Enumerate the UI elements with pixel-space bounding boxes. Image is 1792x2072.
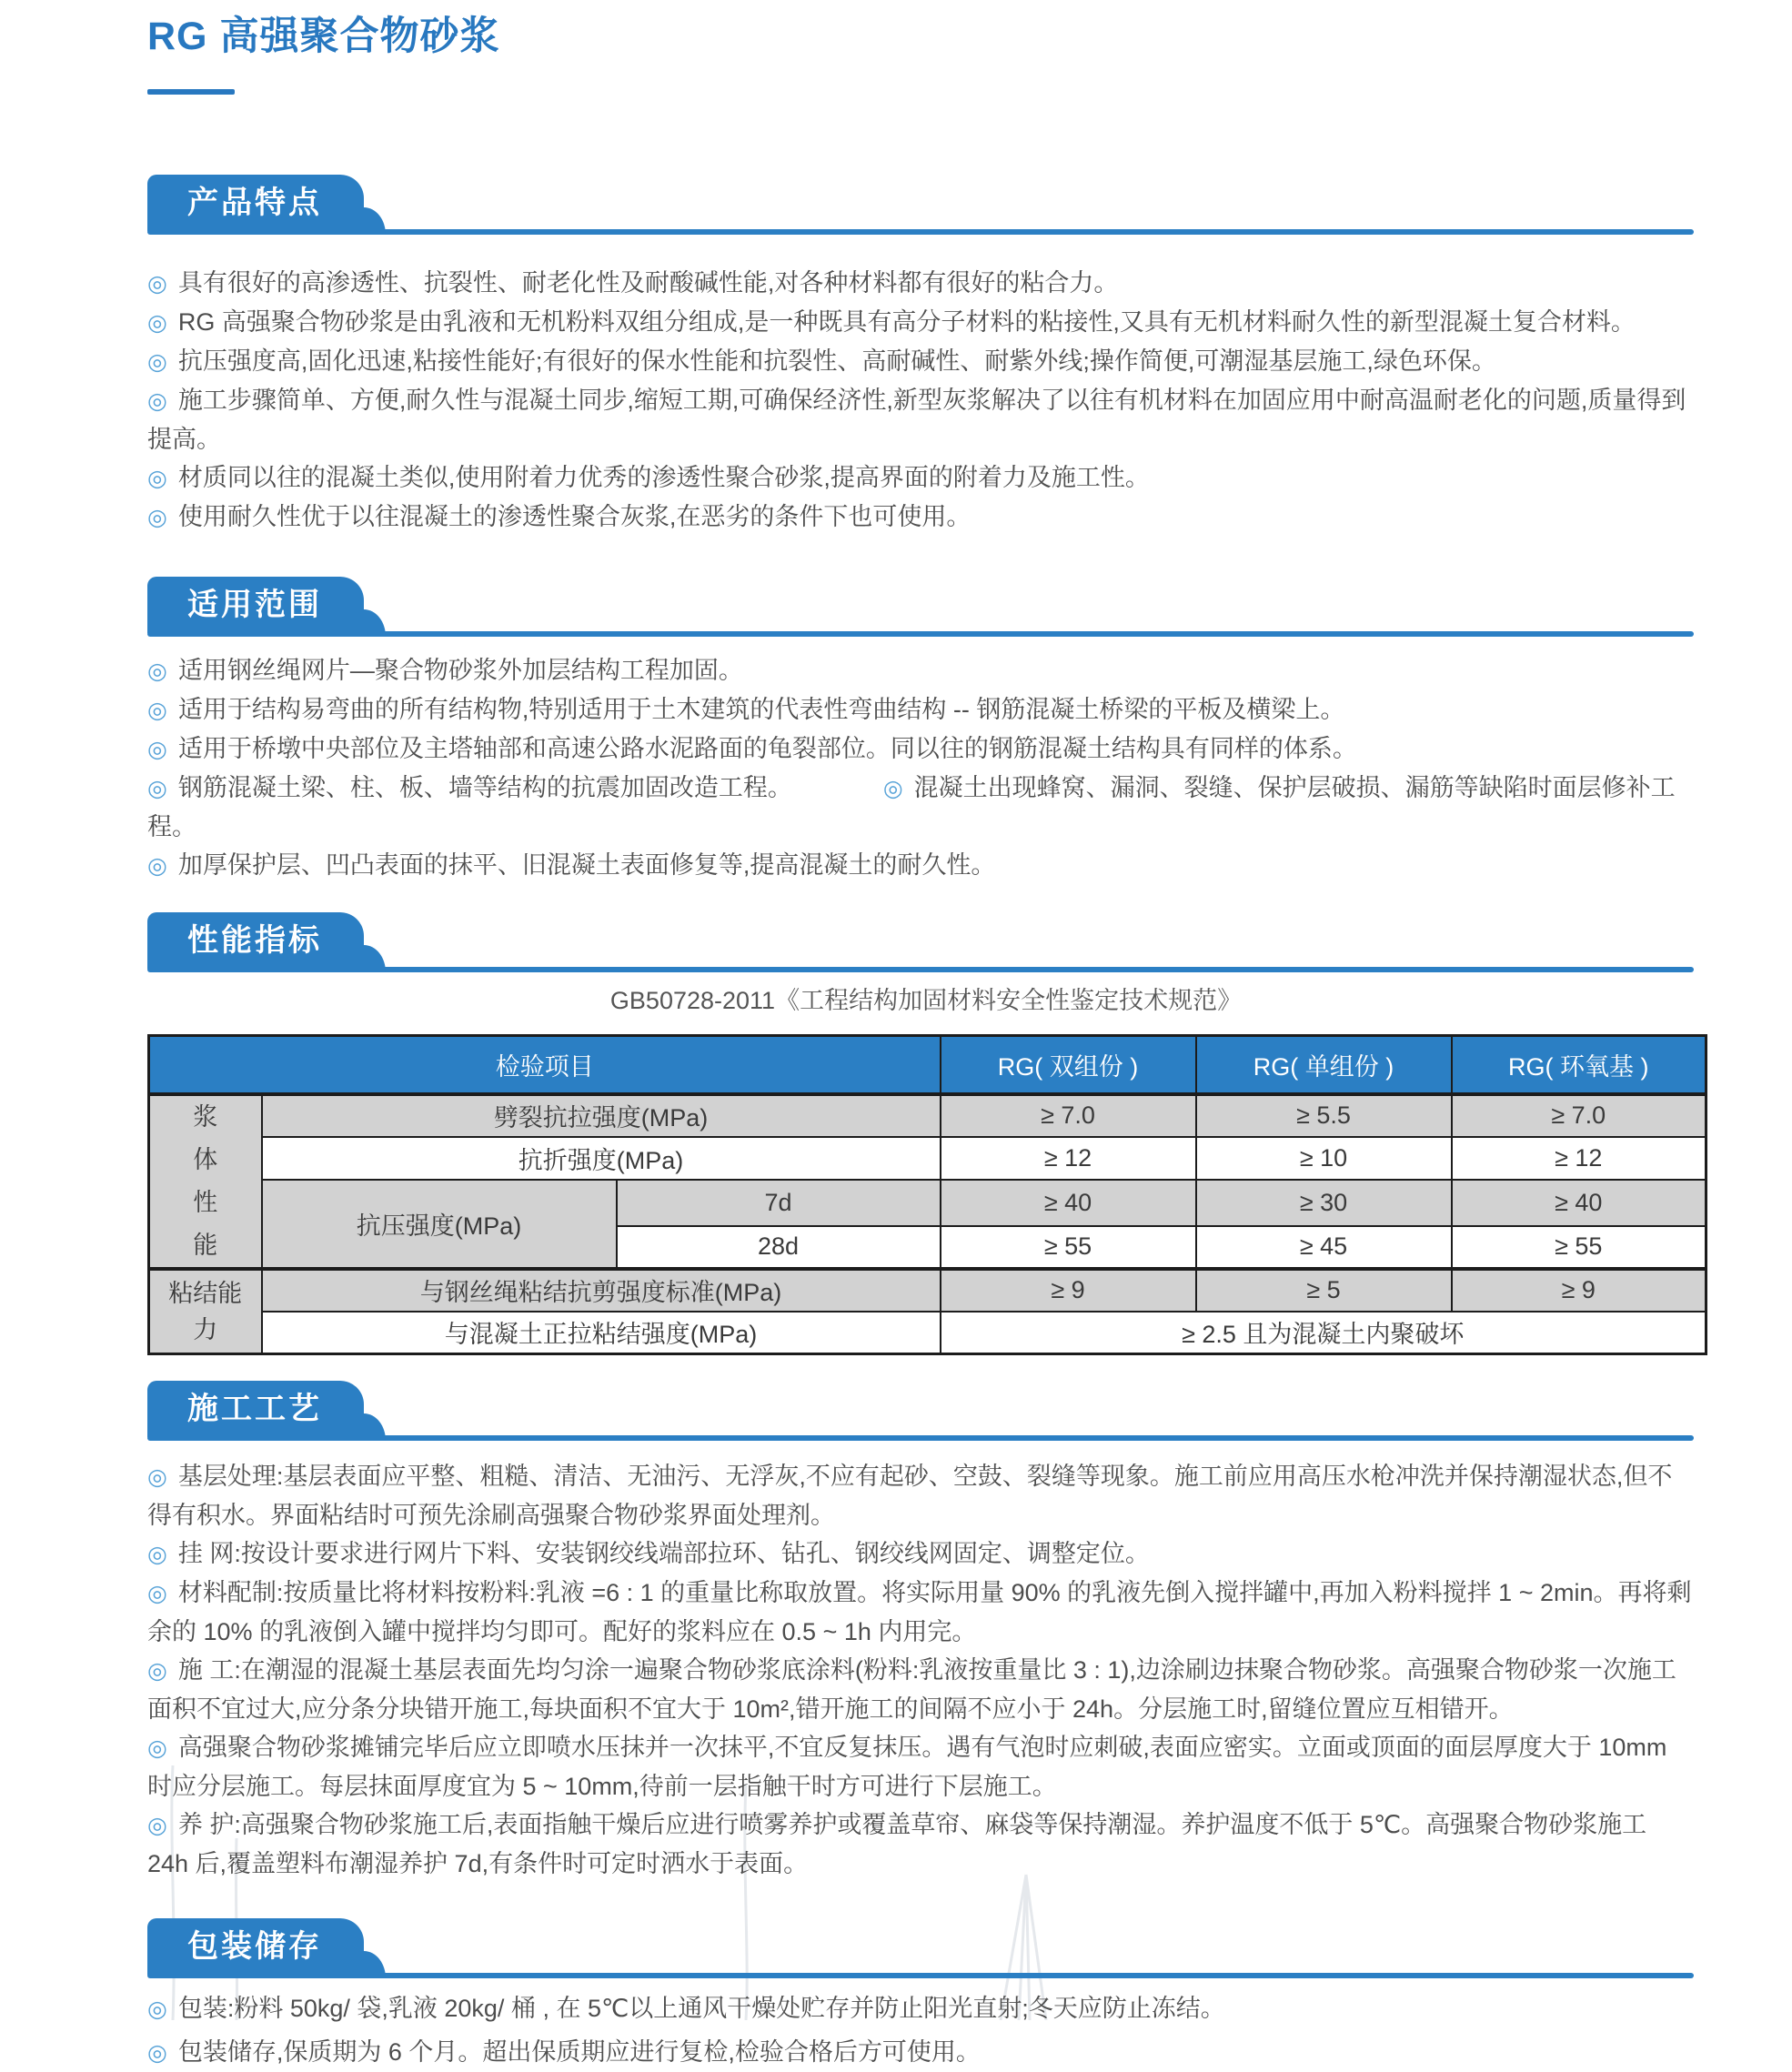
standard-caption: GB50728-2011《工程结构加固材料安全性鉴定技术规范》 [609, 987, 1243, 1014]
row-sublabel: 28d [617, 1226, 941, 1269]
list-item-text: 适用于桥墩中央部位及主塔轴部和高速公路水泥路面的龟裂部位。同以往的钢筋混凝土结构具有同样的体系。 [177, 735, 1357, 762]
list-item [147, 690, 1694, 729]
bullet-icon: ◎ [147, 1997, 167, 2022]
section-features-tab: 产品特点 [147, 175, 364, 231]
section-features-header [147, 175, 1694, 235]
list-item-text: 加厚保护层、凹凸表面的抹平、旧混凝土表面修复等,提高混凝土的耐久性。 [177, 851, 996, 879]
list-item [147, 342, 1694, 381]
bullet-icon: ◎ [147, 2040, 167, 2066]
table-row [149, 1137, 1706, 1180]
list-item-text: 材料配制:按质量比将材料按粉料:乳液 =6 : 1 的重量比称取放置。将实际用量 90% 的乳液先倒入搅拌罐中,再加入粉料搅拌 1 ~ 2min。再将剩余的 10% 的乳液倒入罐中搅拌均匀即可。配好的浆料应在 0.5 ~ 1h 内用完。 [147, 1579, 1692, 1645]
section-performance-tab: 性能指标 [147, 912, 364, 969]
row-label: 劈裂抗拉强度(MPa) [262, 1094, 941, 1137]
list-item [147, 1989, 1694, 2028]
cell-value: ≥ 45 [1196, 1226, 1452, 1269]
list-item-text: 包装储存,保质期为 6 个月。超出保质期应进行复检,检验合格后方可使用。 [177, 2038, 981, 2066]
bullet-icon: ◎ [147, 1542, 167, 1567]
cell-value: ≥ 12 [941, 1137, 1196, 1180]
bullet-icon: ◎ [147, 1735, 167, 1761]
performance-table [147, 1034, 1707, 1355]
section-process-tab: 施工工艺 [147, 1381, 364, 1437]
cell-value: ≥ 5.5 [1196, 1094, 1452, 1137]
bullet-icon: ◎ [147, 1813, 167, 1838]
bullet-icon: ◎ [147, 310, 167, 336]
bullet-icon: ◎ [147, 659, 167, 684]
list-item-text: 养 护:高强聚合物砂浆施工后,表面指触干燥后应进行喷雾养护或覆盖草帘、麻袋等保持潮湿。养护温度不低于 5℃。高强聚合物砂浆施工 24h 后,覆盖塑料布潮湿养护 7d,有条件时可定时洒水于表面。 [147, 1811, 1647, 1877]
list-item [147, 1574, 1694, 1651]
row-sublabel: 7d [617, 1180, 941, 1226]
list-item-dual [147, 769, 1694, 846]
bullet-icon: ◎ [147, 853, 167, 879]
list-item [147, 1728, 1694, 1805]
row-label: 抗压强度(MPa) [262, 1180, 617, 1269]
bullet-icon: ◎ [882, 776, 903, 801]
list-item [147, 381, 1694, 458]
list-item [147, 303, 1694, 342]
list-item-text: 使用耐久性优于以往混凝土的渗透性聚合灰浆,在恶劣的条件下也可使用。 [177, 503, 972, 530]
column-header-rg-two: RG( 双组份 ) [941, 1036, 1196, 1094]
table-row [149, 1180, 1706, 1226]
bullet-icon: ◎ [147, 388, 167, 414]
bullet-icon: ◎ [147, 698, 167, 723]
list-item [147, 729, 1694, 769]
cell-value: ≥ 9 [941, 1269, 1196, 1312]
list-item [147, 1651, 1694, 1728]
bullet-icon: ◎ [147, 776, 167, 801]
bullet-icon: ◎ [147, 737, 167, 762]
row-label: 与钢丝绳粘结抗剪强度标准(MPa) [262, 1269, 941, 1312]
list-item-text: 高强聚合物砂浆摊铺完毕后应立即喷水压抹并一次抹平,不宜反复抹压。遇有气泡时应刺破,表面应密实。立面或顶面的面层厚度大于 10mm 时应分层施工。每层抹面厚度宜为 5 ~ 10mm,待前一层指触干时方可进行下层施工。 [147, 1734, 1667, 1800]
cell-value: ≥ 12 [1452, 1137, 1706, 1180]
section-packing-tab: 包装储存 [147, 1918, 364, 1975]
list-item [147, 458, 1694, 498]
cell-value: ≥ 7.0 [1452, 1094, 1706, 1137]
bullet-icon: ◎ [147, 271, 167, 297]
list-item [147, 846, 1694, 885]
features-list [147, 264, 1694, 537]
cell-value: ≥ 40 [1452, 1180, 1706, 1226]
scope-list [147, 651, 1694, 885]
packing-list [147, 1989, 1694, 2072]
list-item-text: 材质同以往的混凝土类似,使用附着力优秀的渗透性聚合砂浆,提高界面的附着力及施工性。 [177, 464, 1150, 491]
cell-value-merged: ≥ 2.5 且为混凝土内聚破坏 [941, 1312, 1706, 1354]
cell-value: ≥ 40 [941, 1180, 1196, 1226]
section-process [147, 1381, 1694, 1883]
section-process-header [147, 1381, 1694, 1441]
table-row [149, 1094, 1706, 1137]
section-performance-header [147, 912, 1694, 972]
list-item-text: 挂 网:按设计要求进行网片下料、安装钢绞线端部拉环、钻孔、钢绞线网固定、调整定位。 [177, 1540, 1150, 1567]
section-scope-tab: 适用范围 [147, 577, 364, 633]
list-item [147, 264, 1694, 303]
list-item-text: 施 工:在潮湿的混凝土基层表面先均匀涂一遍聚合物砂浆底涂料(粉料:乳液按重量比 3 : 1),边涂刷边抹聚合物砂浆。高强聚合物砂浆一次施工面积不宜过大,应分条分块错开施工,每块面积不宜大于 10m²,错开施工的间隔不应小于 24h。分层施工时,留缝位置应互相错开。 [147, 1656, 1676, 1723]
list-item-text: 包装:粉料 50kg/ 袋,乳液 20kg/ 桶 , 在 5℃以上通风干燥处贮存并防止阳光直射;冬天应防止冻结。 [177, 1995, 1225, 2022]
cell-value: ≥ 55 [1452, 1226, 1706, 1269]
list-item [147, 2033, 1694, 2072]
list-item-text: 施工步骤简单、方便,耐久性与混凝土同步,缩短工期,可确保经济性,新型灰浆解决了以往有机材料在加固应用中耐高温耐老化的问题,质量得到提高。 [147, 387, 1686, 453]
column-header-rg-epoxy: RG( 环氧基 ) [1452, 1036, 1706, 1094]
list-item-text: 具有很好的高渗透性、抗裂性、耐老化性及耐酸碱性能,对各种材料都有很好的粘合力。 [177, 269, 1119, 297]
bullet-icon: ◎ [147, 505, 167, 530]
row-label: 与混凝土正拉粘结强度(MPa) [262, 1312, 941, 1354]
bullet-icon: ◎ [147, 1658, 167, 1684]
list-item-text: 混凝土出现蜂窝、漏洞、裂缝、保护层破损、漏筋等缺陷时面层修补工程。 [147, 774, 1676, 840]
table-row [149, 1269, 1706, 1312]
cell-value: ≥ 9 [1452, 1269, 1706, 1312]
cell-value: ≥ 30 [1196, 1180, 1452, 1226]
table-row [149, 1312, 1706, 1354]
bullet-icon: ◎ [147, 1464, 167, 1490]
list-item-text: 适用钢丝绳网片—聚合物砂浆外加层结构工程加固。 [177, 657, 743, 684]
bullet-icon: ◎ [147, 466, 167, 491]
section-packing [147, 1918, 1694, 2072]
page-title: RG 高强聚合物砂浆 [147, 15, 500, 58]
column-header-rg-one: RG( 单组份 ) [1196, 1036, 1452, 1094]
cell-value: ≥ 7.0 [941, 1094, 1196, 1137]
list-item-text: 抗压强度高,固化迅速,粘接性能好;有很好的保水性能和抗裂性、高耐碱性、耐紫外线;操作简便,可潮湿基层施工,绿色环保。 [177, 347, 1496, 375]
section-scope-header [147, 577, 1694, 637]
cell-value: ≥ 5 [1196, 1269, 1452, 1312]
list-item [147, 651, 1694, 690]
list-item-text: RG 高强聚合物砂浆是由乳液和无机粉料双组分组成,是一种既具有高分子材料的粘接性,又具有无机材料耐久性的新型混凝土复合材料。 [177, 308, 1636, 336]
table-header-row [149, 1036, 1706, 1094]
column-header-item: 检验项目 [149, 1036, 941, 1094]
section-scope [147, 577, 1694, 885]
row-group-bond: 粘结能力 [149, 1269, 262, 1354]
section-features [147, 175, 1694, 537]
title-underline [147, 89, 235, 95]
list-item [147, 498, 1694, 537]
list-item [147, 1805, 1694, 1883]
list-item-text: 钢筋混凝土梁、柱、板、墙等结构的抗震加固改造工程。 [177, 774, 792, 801]
list-item-text: 适用于结构易弯曲的所有结构物,特别适用于土木建筑的代表性弯曲结构 -- 钢筋混凝土桥梁的平板及横梁上。 [177, 696, 1345, 723]
section-packing-header [147, 1918, 1694, 1978]
section-performance [147, 912, 1694, 1355]
row-group-slurry: 浆体性能 [149, 1094, 262, 1269]
process-list [147, 1457, 1694, 1883]
bullet-icon: ◎ [147, 1581, 167, 1606]
list-item-text: 基层处理:基层表面应平整、粗糙、清洁、无油污、无浮灰,不应有起砂、空鼓、裂缝等现象。施工前应用高压水枪冲洗并保持潮湿状态,但不得有积水。界面粘结时可预先涂刷高强聚合物砂浆界面处理剂。 [147, 1463, 1673, 1529]
row-label: 抗折强度(MPa) [262, 1137, 941, 1180]
cell-value: ≥ 55 [941, 1226, 1196, 1269]
list-item [147, 1534, 1694, 1574]
list-item [147, 1457, 1694, 1534]
cell-value: ≥ 10 [1196, 1137, 1452, 1180]
bullet-icon: ◎ [147, 349, 167, 375]
